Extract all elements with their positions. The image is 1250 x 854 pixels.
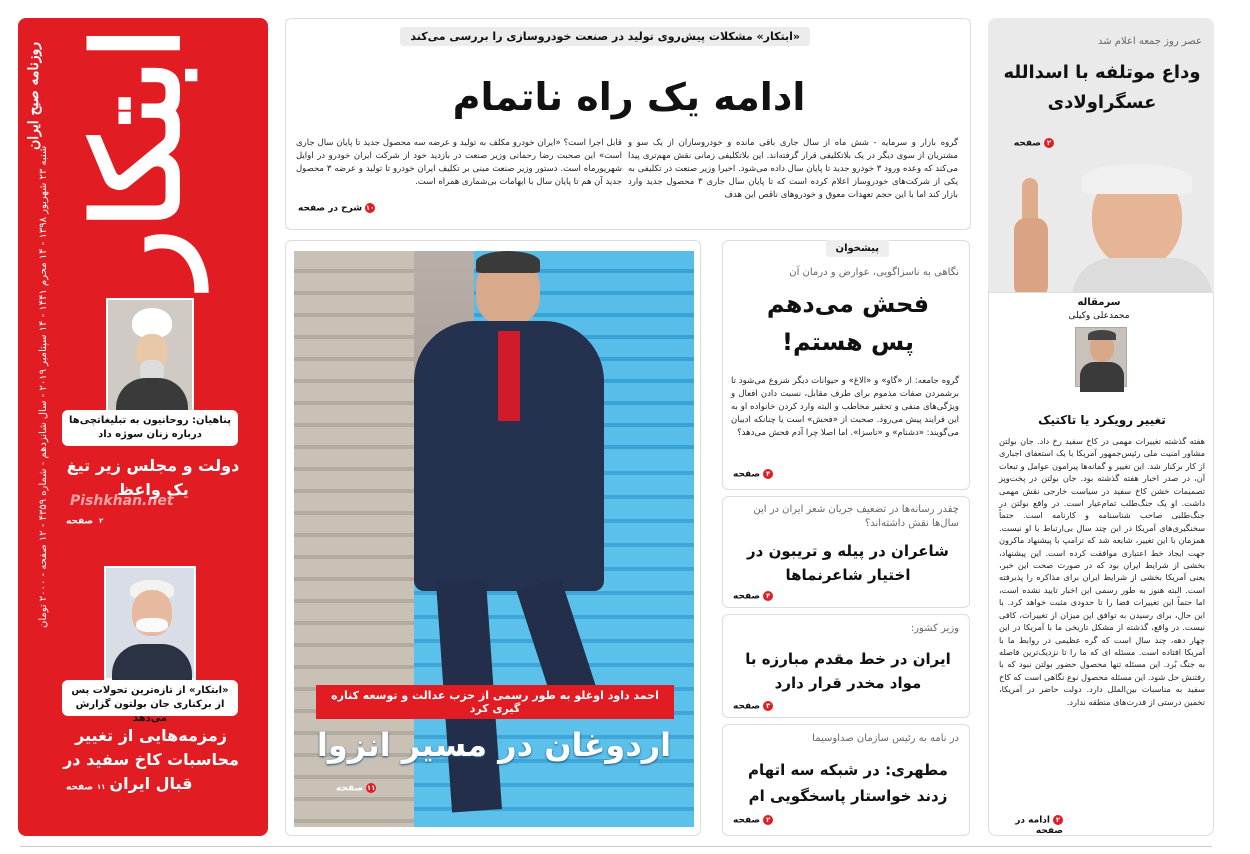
- right-page-no: ۲: [1044, 138, 1054, 148]
- editorial-headline[interactable]: تغییر رویکرد یا تاکتیک: [1038, 413, 1166, 427]
- item1-page-no: ۲: [96, 516, 106, 526]
- item2-caption: «ابتکار» از تازه‌ترین تحولات پس از برکناری جان بولتون گزارش می‌دهد: [71, 685, 229, 724]
- dateline: شنبه ۲۳ شهریور ۱۳۹۸ - ۱۴ محرم ۱۴۴۱ - ۱۴ سپتامبر ۲۰۱۹ - سال شانزدهم - شماره ۴۳۵۹ - ۱۲ صفحه - ۲۰۰۰ تومان: [38, 145, 49, 628]
- lead-page-label: شرح در صفحه: [298, 203, 363, 214]
- photo-caption: احمد داود اوغلو به طور رسمی از حزب عدالت و توسعه کناره گیری کرد: [316, 685, 674, 719]
- mid2-page-no: ۴: [763, 591, 773, 601]
- mid3-kicker: وزیر کشور:: [910, 623, 959, 634]
- right-page-label: صفحه: [1013, 138, 1041, 149]
- photo-story: [285, 240, 701, 836]
- lead-headline[interactable]: ادامه یک راه ناتمام: [452, 75, 806, 119]
- editorial-page-label: ادامه در صفحه: [1015, 815, 1063, 836]
- lead-page-no: ۱۰: [365, 204, 375, 212]
- mid1-page-label: صفحه: [733, 469, 761, 480]
- photo-page-ref[interactable]: [336, 783, 376, 794]
- item1-page-label: صفحه: [66, 516, 94, 527]
- lead-col-left: قابل اجرا است؟ «ایران خودرو مکلف به تولید و عرضه سه محصول جدید تا پایان سال جاری است» این صحبت رضا رحمانی وزیر صنعت در بازدید خود از شرکت ایران خودرو در اوایل شهریورماه است. دستور وزیر صنعت مبنی بر تکلیف ایران خودرو تا تولید و عرضه ۳ محصول جدید آن هم تا پایان سال با ابهامات بی‌شماری همراه است.: [296, 138, 622, 187]
- mid4-page-label: صفحه: [733, 815, 761, 826]
- mid3-page-ref[interactable]: [733, 701, 773, 712]
- mid3-page-label: صفحه: [733, 701, 761, 712]
- bottom-rule: [20, 846, 1212, 847]
- newspaper-logo: ابتکار: [67, 26, 206, 286]
- item1-page-ref[interactable]: [66, 516, 106, 527]
- mid3-headline[interactable]: ایران در خط مقدم مبارزه با مواد مخدر قرار دارد: [745, 650, 951, 692]
- mid1-body: گروه جامعه: از «گاو» و «الاغ» و حیوانات دیگر شروع می‌شود تا برشمردن صفات مذموم برای طرف مقابل، نسبت دادن افعال و ویژگی‌های منفی و تحقیر مخاطب و البته وارد کردن خانواده او به این فرایند پیش می‌رود. صحبت از «فحش» است یا چنانکه ادیبان می‌گویند: «دشنام» و «ناسزا». اما اصلا چرا آدم فحش می‌دهد؟: [731, 376, 959, 438]
- mid2-page-ref[interactable]: [733, 591, 773, 602]
- bolton-photo: [104, 566, 196, 680]
- watermark: Pishkhan.net: [70, 493, 174, 509]
- mid4-page-ref[interactable]: [733, 815, 773, 826]
- lead-col-right: گروه بازار و سرمایه - شش ماه از سال جاری باقی مانده و خودروسازان از یک سو و مشتریان از سوی دیگر در یک بلاتکلیفی قرار گرفته‌اند. این بلاتکلیفی زمانی نقش مهم‌تری پیدا می‌کند که وعده ورود ۳ خودرو جدید تا پایان سال داده می‌شود. اخیرا وزیر صنعت در تکلیفی به یکی از شرکت‌های خودروساز اعلام کرده است که تا پایان سال جاری ۳ محصول جدید وارد بازار کند اما با این حجم تعهدات معوق و خودروهای ناقص این هدف: [628, 138, 958, 200]
- item2-page-label: صفحه: [66, 782, 94, 793]
- editorial-author: محمدعلی وکیلی: [1068, 311, 1130, 321]
- masthead-column: [18, 18, 268, 836]
- lead-page-ref[interactable]: [298, 203, 375, 214]
- right-kicker: عصر روز جمعه اعلام شد: [1097, 36, 1202, 47]
- newspaper-subtitle: روزنامه صبح ایران: [26, 42, 42, 151]
- cleric-photo: [106, 298, 194, 416]
- item2-page-ref[interactable]: [66, 782, 106, 793]
- editorial-page-ref[interactable]: [989, 815, 1063, 836]
- mid4-headline[interactable]: مطهری: در شبکه سه اتهام زدند خواستار پاسخگویی ام: [748, 761, 948, 805]
- editorial-label: سرمقاله: [1077, 297, 1121, 308]
- mid-story-1: [722, 240, 970, 490]
- right-page-ref[interactable]: [1014, 138, 1054, 149]
- pishkhan-label: پیشخوان: [826, 240, 889, 257]
- mid1-page-no: ۴: [763, 469, 773, 479]
- item2-caption-box: [62, 680, 238, 724]
- editorial-page-no: ۲: [1053, 815, 1063, 825]
- photo-page-label: صفحه: [336, 783, 364, 794]
- item2-headline[interactable]: زمزمه‌هایی از تغییر محاسبات کاخ سفید در قبال ایران: [63, 726, 239, 793]
- mid1-kicker: نگاهی به ناسزاگویی، عوارض و درمان آن: [789, 267, 959, 278]
- mid4-page-no: ۲: [763, 815, 773, 825]
- mid2-kicker: چقدر رسانه‌ها در تضعیف جریان شعر ایران در این سال‌ها نقش داشته‌اند؟: [753, 504, 959, 529]
- mid1-headline[interactable]: فحش می‌دهم پس هستم!: [766, 290, 930, 356]
- mid2-headline[interactable]: شاعران در پیله و تریبون در اختیار شاعرنماها: [747, 542, 949, 584]
- mid2-page-label: صفحه: [733, 591, 761, 602]
- photo-headline[interactable]: اردوغان در مسیر انزوا: [316, 726, 672, 764]
- askaroladi-photo: [992, 158, 1212, 308]
- mid3-page-no: ۳: [763, 701, 773, 711]
- mid-story-4: [722, 724, 970, 836]
- item1-headline[interactable]: دولت و مجلس زیر تیغ یک واعظ: [66, 456, 240, 499]
- mid1-page-ref[interactable]: [733, 469, 773, 480]
- author-photo: [1075, 327, 1127, 387]
- lead-kicker: «ابتکار» مشکلات پیش‌روی تولید در صنعت خودروسازی را بررسی می‌کند: [400, 27, 810, 46]
- item1-caption-box: [62, 410, 238, 446]
- item2-page-no: ۱۱: [96, 783, 106, 791]
- item1-caption: پناهیان: روحانیون به تبلیغاتچی‌ها درباره زنان سوژه داد: [69, 415, 231, 440]
- photo-page-no: ۱۱: [366, 784, 376, 792]
- mid-story-2: [722, 496, 970, 608]
- right-column: [988, 18, 1214, 836]
- editorial-body: هفته گذشته تغییرات مهمی در کاخ سفید رخ داد. جان بولتن مشاور امنیت ملی رئیس‌جمهور آمریکا با یک استعفای اجباری از کار برکنار شد. این تغییر و گمانه‌ها پیرامون عوامل و تبعات آن، در صدر اخبار هفته گذشته بود. جان بولتن در پخت‌وپز تصمیمات خشن کاخ سفید در سیاست خارجی نقش مهمی داشت. او یک جنگ‌طلب تمام‌عیار است. در واقع بولتن در جنگ‌طلبی صاحب شناسنامه و کارنامه است. حتماً سخنگیری‌های آمریکا در این چند سال بی‌ارتباط با او نیست. همزمان با این تغییر، شایعه شد که ترامپ با پیشنهاد ماکرون جهت ایجاد خط اعتباری موافقت کرده است. این پیشنهاد، بخشی از شرایط ایران بود که در صورت صحت این خبر، یعنی آمریکا بخشی از شرایط ایران برای مذاکره را پذیرفته است. البته هنوز به طور رسمی این اخبار تایید نشده است، اما حتماً این تغییرات فضا را تا حدودی مثبت خواهد کرد. با این حال، برای رسیدن به توافق این میزان از تغییرات، کافی نیست. در واقع، گذشته از مشکل تاریخی ما با آمریکا در این چهار دهه، چند سال است که گره عظیمی در روابط ما با آمریکا افتاده است. مسئله ای که ما را تا نزدیک‌ترین فاصله به جنگ بُرد. این مسئله تنها محصول حضور بولتن نبود که با رفتنش حل شود. این مسئله محصول نوع نگاهی است که کاخ سفید به مناسبات بین‌الملل دارد. دولت حاضر در آمریکا، تخمین درستی از قدرت‌های منطقه ندارد.: [999, 436, 1205, 707]
- lead-story: [285, 18, 971, 230]
- mid4-kicker: در نامه به رئیس سازمان صداوسیما: [812, 733, 959, 744]
- right-headline[interactable]: وداع موتلفه با اسدالله عسگراولادی: [1003, 62, 1201, 113]
- mid-story-3: [722, 614, 970, 718]
- editorial-box: [988, 292, 1214, 836]
